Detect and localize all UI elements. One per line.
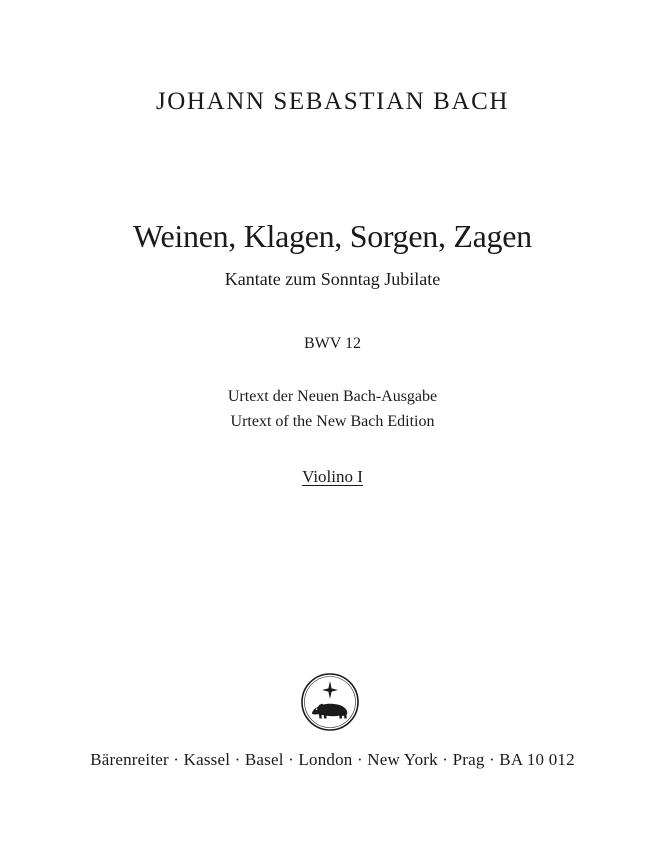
instrument-part (0, 467, 665, 487)
bear-with-star-emblem-icon (300, 672, 360, 732)
work-subtitle: Kantate zum Sonntag Jubilate (224, 269, 441, 289)
composer-name: JOHANN SEBASTIAN BACH (155, 88, 510, 115)
work-title: Weinen, Klagen, Sorgen, Zagen (133, 218, 532, 254)
catalog-number: BWV 12 (303, 335, 362, 352)
publisher-imprint: Bärenreiter · Kassel · Basel · London · New York · Prag · BA 10 012 (90, 750, 575, 769)
urtext-english: Urtext of the New Bach Edition (230, 413, 435, 430)
instrument-part-label: Violino I (302, 467, 363, 486)
urtext-german: Urtext der Neuen Bach-Ausgabe (227, 388, 438, 405)
